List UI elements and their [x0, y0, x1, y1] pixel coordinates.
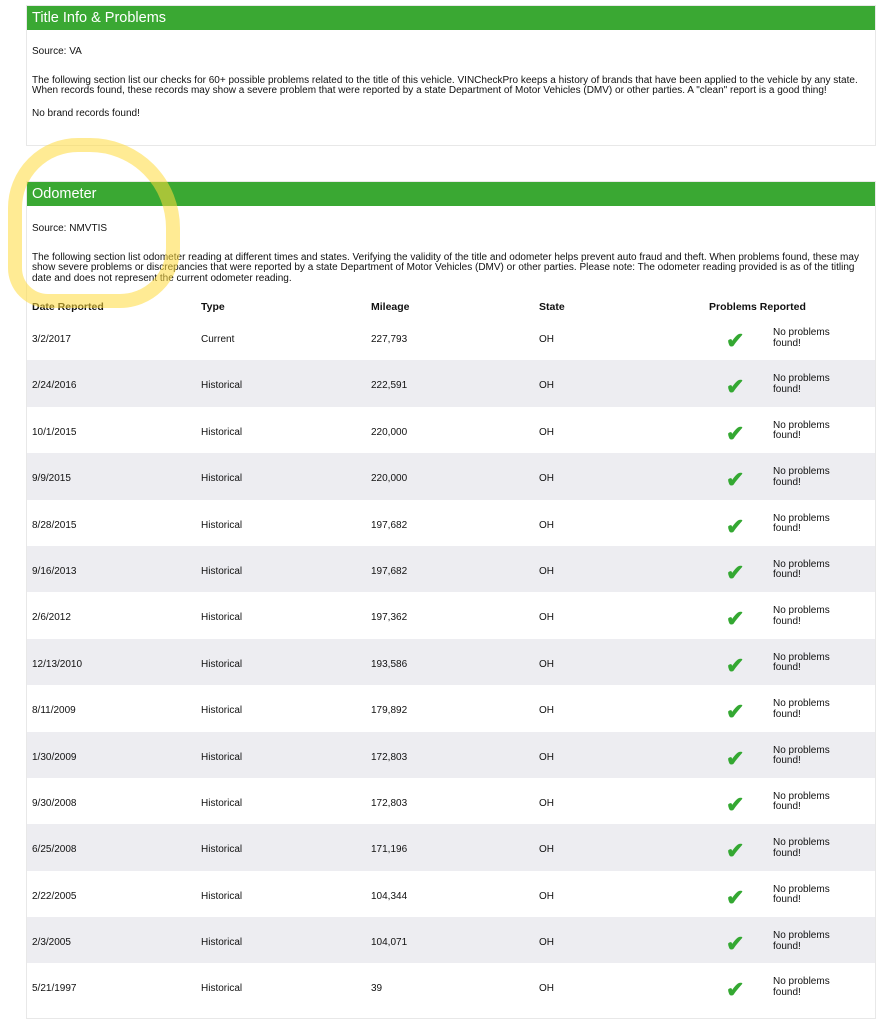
type-cell: Historical — [201, 751, 243, 763]
problems-cell: No problems found! — [773, 512, 830, 535]
type-cell: Historical — [201, 612, 243, 624]
state-cell: OH — [539, 705, 554, 717]
state-cell: OH — [539, 612, 554, 624]
table-row — [27, 917, 875, 963]
mileage-cell: 171,196 — [371, 844, 408, 856]
date-cell: 3/2/2017 — [32, 334, 71, 345]
state-cell: OH — [539, 751, 554, 763]
problems-cell: No problems found! — [773, 651, 830, 674]
checkmark-icon: ✔ — [726, 791, 745, 817]
checkmark-icon: ✔ — [726, 977, 745, 1003]
date-cell: 2/22/2005 — [32, 890, 77, 902]
mileage-cell: 193,586 — [371, 658, 408, 670]
type-cell: Historical — [201, 844, 243, 856]
mileage-cell: 227,793 — [371, 334, 408, 345]
date-cell: 9/30/2008 — [32, 797, 77, 809]
date-cell: 8/11/2009 — [32, 705, 76, 717]
odometer-heading: Odometer — [27, 182, 875, 206]
problems-cell: No problems found! — [773, 558, 830, 581]
table-row — [27, 592, 875, 638]
type-cell: Historical — [201, 983, 243, 995]
title-info-section — [26, 5, 876, 146]
checkmark-icon: ✔ — [726, 931, 745, 957]
table-row — [27, 360, 875, 406]
date-cell: 8/28/2015 — [32, 519, 77, 531]
problems-cell: No problems found! — [773, 698, 830, 720]
column-header-mileage: Mileage — [371, 301, 410, 313]
state-cell: OH — [539, 334, 554, 345]
table-row — [27, 824, 875, 870]
mileage-cell: 39 — [371, 983, 383, 995]
table-row — [27, 500, 875, 546]
problems-cell: No problems found! — [773, 327, 830, 349]
state-cell: OH — [539, 565, 554, 577]
table-row — [27, 685, 875, 731]
table-row — [27, 778, 875, 824]
problems-cell: No problems found! — [773, 466, 830, 488]
date-cell: 6/25/2008 — [32, 844, 77, 856]
mileage-cell: 197,682 — [371, 565, 408, 577]
checkmark-icon: ✔ — [726, 652, 745, 678]
mileage-cell: 220,000 — [371, 473, 408, 485]
mileage-cell: 172,803 — [371, 751, 408, 763]
type-cell: Historical — [201, 937, 243, 949]
type-cell: Historical — [201, 380, 243, 392]
date-cell: 10/1/2015 — [32, 426, 77, 438]
checkmark-icon: ✔ — [726, 467, 745, 493]
odometer-description: The following section list odometer reading at different times and states. Verifying the validity of the title and odometer helps prevent auto fraud and theft. When problems found, these may show severe problems or discrepancies that were reported by a state Department of Motor Vehicles (DMV) or other parties. Please note: The odometer reading provided is as of the titling date and does not represent the current odometer reading. — [32, 251, 859, 284]
type-cell: Current — [201, 334, 235, 345]
table-row — [27, 639, 875, 685]
checkmark-icon: ✔ — [726, 328, 745, 353]
column-header-date: Date Reported — [32, 301, 104, 313]
title-description: The following section list our checks for 60+ possible problems related to the title of this vehicle. VINCheckPro keeps a history of brands that have been applied to the vehicle by any state. When records found, these records may show a severe problem that were reported by a state Department of Motor Vehicles (DMV) or other parties. A "clean" report is a good thing! — [32, 74, 858, 96]
mileage-cell: 222,591 — [371, 380, 408, 392]
table-row — [27, 732, 875, 778]
mileage-cell: 172,803 — [371, 797, 408, 809]
date-cell: 9/16/2013 — [32, 565, 77, 577]
state-cell: OH — [539, 519, 554, 531]
checkmark-icon: ✔ — [726, 606, 745, 632]
state-cell: OH — [539, 937, 554, 949]
problems-cell: No problems found! — [773, 790, 830, 813]
type-cell: Historical — [201, 519, 243, 531]
mileage-cell: 197,362 — [371, 612, 408, 624]
date-cell: 2/6/2012 — [32, 612, 71, 624]
odometer-source: Source: NMVTIS — [32, 223, 108, 234]
table-row — [27, 314, 875, 360]
title-result: No brand records found! — [32, 107, 140, 119]
checkmark-icon: ✔ — [726, 513, 745, 539]
checkmark-icon: ✔ — [726, 745, 745, 771]
odometer-table-body — [27, 314, 875, 1010]
type-cell: Historical — [201, 565, 243, 577]
table-row — [27, 407, 875, 453]
problems-cell: No problems found! — [773, 744, 830, 767]
state-cell: OH — [539, 426, 554, 438]
mileage-cell: 104,071 — [371, 937, 408, 949]
type-cell: Historical — [201, 658, 243, 670]
problems-cell: No problems found! — [773, 373, 830, 395]
checkmark-icon: ✔ — [726, 699, 745, 725]
state-cell: OH — [539, 473, 554, 485]
checkmark-icon: ✔ — [726, 838, 745, 864]
checkmark-icon: ✔ — [726, 374, 745, 400]
type-cell: Historical — [201, 890, 243, 902]
problems-cell: No problems found! — [773, 930, 830, 952]
date-cell: 2/3/2005 — [32, 937, 71, 949]
state-cell: OH — [539, 658, 554, 670]
odometer-table-header — [27, 300, 875, 314]
table-row — [27, 871, 875, 917]
column-header-type: Type — [201, 301, 225, 313]
mileage-cell: 197,682 — [371, 519, 408, 531]
title-source: Source: VA — [32, 46, 82, 57]
date-cell: 2/24/2016 — [32, 380, 77, 392]
checkmark-icon: ✔ — [726, 559, 745, 585]
checkmark-icon: ✔ — [726, 420, 745, 446]
type-cell: Historical — [201, 705, 243, 717]
mileage-cell: 179,892 — [371, 705, 408, 717]
title-info-heading: Title Info & Problems — [27, 6, 875, 30]
type-cell: Historical — [201, 426, 243, 438]
state-cell: OH — [539, 890, 554, 902]
type-cell: Historical — [201, 473, 243, 485]
mileage-cell: 104,344 — [371, 890, 408, 902]
state-cell: OH — [539, 797, 554, 809]
mileage-cell: 220,000 — [371, 426, 408, 438]
table-row — [27, 963, 875, 1009]
table-row — [27, 546, 875, 592]
state-cell: OH — [539, 844, 554, 856]
problems-cell: No problems found! — [773, 605, 830, 627]
problems-cell: No problems found! — [773, 419, 830, 442]
table-row — [27, 453, 875, 499]
problems-cell: No problems found! — [773, 837, 830, 859]
state-cell: OH — [539, 983, 554, 995]
problems-cell: No problems found! — [773, 976, 830, 998]
date-cell: 12/13/2010 — [32, 658, 83, 670]
date-cell: 1/30/2009 — [32, 751, 77, 763]
date-cell: 5/21/1997 — [32, 983, 77, 995]
odometer-section — [26, 181, 876, 1019]
checkmark-icon: ✔ — [726, 884, 745, 910]
date-cell: 9/9/2015 — [32, 473, 71, 485]
state-cell: OH — [539, 380, 554, 392]
problems-cell: No problems found! — [773, 883, 830, 906]
column-header-state: State — [539, 301, 565, 313]
column-header-problems: Problems Reported — [709, 301, 806, 313]
type-cell: Historical — [201, 797, 243, 809]
